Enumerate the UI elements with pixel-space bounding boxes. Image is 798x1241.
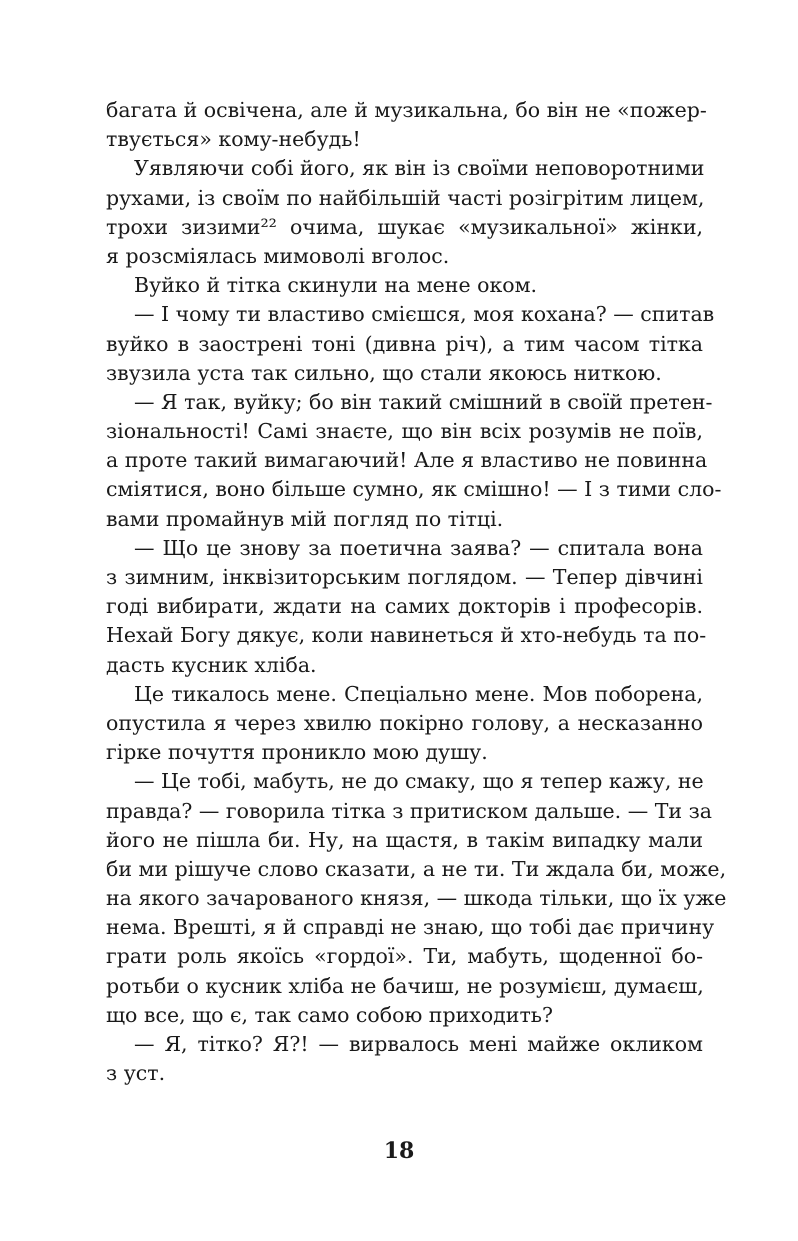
text-line: вуйко в заострені тоні (дивна річ), а тим часом тітка <box>106 331 703 356</box>
text-line: звузила уста так сильно, що стали якоюсь ниткою. <box>106 360 662 385</box>
page-text-body <box>106 96 727 1088</box>
text-line: зіональності! Самі знаєте, що він всіх розумів не поїв, <box>106 419 703 444</box>
text-line: сміятися, воно більше сумно, як смішно! — І з тими сло- <box>106 477 722 502</box>
text-line: Вуйко й тітка скинули на мене оком. <box>134 273 538 298</box>
text-line: Уявляючи собі його, як він із своїми неповоротними <box>134 156 705 181</box>
text-line: що все, що є, так само собою приходить? <box>106 1002 553 1027</box>
text-line: вами промайнув мій погляд по тітці. <box>106 506 504 531</box>
text-line: трохи зизими²² очима, шукає «музикальної» жінки, <box>106 214 703 239</box>
text-line: рухами, із своїм по найбільшій часті розігрітим лицем, <box>106 185 705 210</box>
text-line: — Це тобі, мабуть, не до смаку, що я тепер кажу, не <box>134 769 704 794</box>
text-line: — Я так, вуйку; бо він такий смішний в своїй претен- <box>134 389 713 414</box>
text-line: його не пішла би. Ну, на щастя, в такім випадку мали <box>106 827 703 852</box>
text-line: я розсміялась мимоволі вголос. <box>106 243 450 268</box>
text-line: Нехай Богу дякує, коли навинеться й хто-небудь та по- <box>106 623 707 648</box>
text-line: дасть кусник хліба. <box>106 652 317 677</box>
text-line: багата й освічена, але й музикальна, бо він не «пожер- <box>106 98 707 122</box>
text-line: з зимним, інквізиторським поглядом. — Тепер дівчині <box>106 565 703 589</box>
text-line: твується» кому-небудь! <box>106 127 361 152</box>
page-number: 18 <box>383 1138 415 1164</box>
text-line: а проте такий вимагаючий! Але я властиво не повинна <box>106 448 708 473</box>
text-line: годі вибирати, ждати на самих докторів і професорів. <box>106 594 703 619</box>
text-line: — Що це знову за поетична заява? — спитала вона <box>134 535 703 560</box>
text-line: ротьби о кусник хліба не бачиш, не розумієш, думаєш, <box>106 973 704 998</box>
text-line: — І чому ти властиво смієшся, моя кохана? — спитав <box>134 302 715 327</box>
text-line: правда? — говорила тітка з притиском дальше. — Ти за <box>106 798 712 823</box>
text-line: грати роль якоїсь «гордої». Ти, мабуть, щоденної бо- <box>106 944 703 969</box>
text-line: гірке почуття проникло мою душу. <box>106 740 488 765</box>
text-line: опустила я через хвилю покірно голову, а несказанно <box>106 710 703 735</box>
text-line: на якого зачарованого князя, — шкода тільки, що їх уже <box>106 886 727 911</box>
text-line: нема. Врешті, я й справді не знаю, що тобі дає причину <box>106 915 715 940</box>
text-line: Це тикалось мене. Спеціально мене. Мов поборена, <box>134 681 703 706</box>
text-line: — Я, тітко? Я?! — вирвалось мені майже окликом <box>134 1032 703 1056</box>
text-line: з уст. <box>106 1061 166 1086</box>
text-line: би ми рішуче слово сказати, а не ти. Ти ждала би, може, <box>106 856 727 881</box>
